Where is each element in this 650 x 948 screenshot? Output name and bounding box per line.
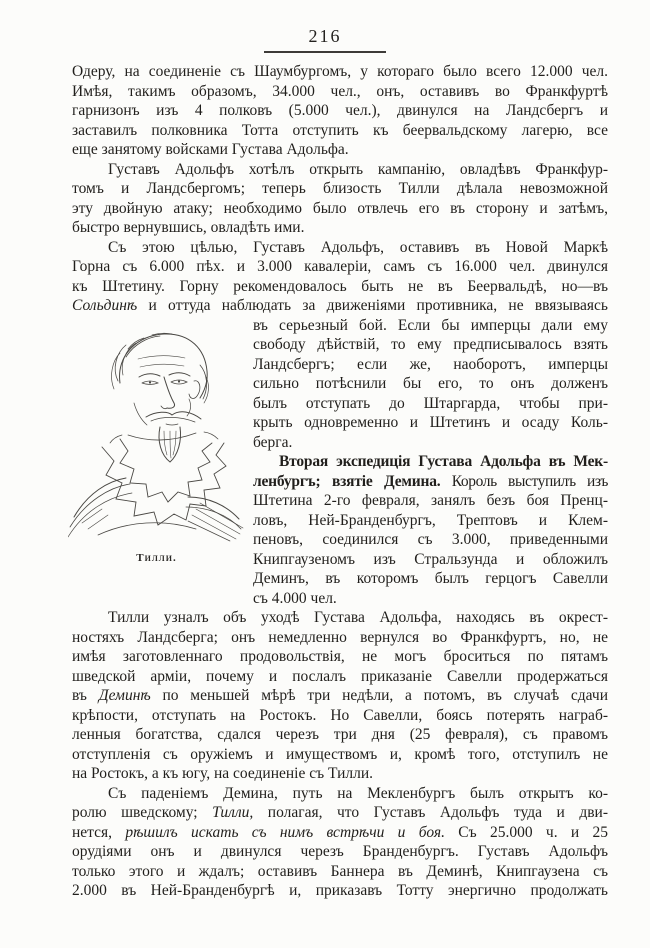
text-line [72, 277, 608, 297]
text-segment: только этого и ждалъ; оставивъ Баннера въ Деминѣ, Книпгаузена съ [72, 862, 608, 880]
text-line [253, 394, 608, 414]
text-line [72, 725, 608, 745]
text-line [253, 491, 608, 511]
text-line [72, 218, 608, 238]
text-line [72, 608, 608, 628]
text-segment: Съ паденіемъ Демина, путь на Мекленбургъ былъ открытъ ко- [108, 784, 608, 802]
text-line [72, 121, 608, 141]
text-line [72, 628, 608, 648]
text-line [72, 686, 608, 706]
text-segment: гарнизонъ изъ 4 полковъ (5.000 чел.), двинулся на Ландсбергъ и [72, 102, 608, 119]
text-line [72, 296, 608, 316]
text-line [72, 764, 608, 784]
text-segment: Тилли узналъ объ уходѣ Густава Адольфа, находясь въ окрест- [108, 609, 608, 626]
text-line [253, 511, 608, 531]
text-line [72, 667, 608, 687]
text-segment: сильно потѣснили бы его, то онъ долженъ [253, 375, 608, 392]
text-segment: Деминъ, въ которомъ былъ герцогъ Савелли [253, 570, 608, 587]
text-segment: крѣпости, отступать на Ростокъ. Но Савелли, боясь потерять награб- [72, 706, 608, 724]
text-line [253, 569, 608, 589]
text-line [72, 706, 608, 726]
text-segment: шведской арміи, почему и послалъ приказаніе Савелли продержаться [72, 667, 608, 685]
text-line [72, 881, 608, 901]
text-line [72, 140, 608, 160]
tilly-portrait-engraving [68, 319, 245, 545]
text-segment: Сольдинѣ [72, 297, 138, 314]
text-line [72, 238, 608, 258]
text-segment: быстро вернувшись, овладѣть ими. [72, 219, 305, 236]
text-segment: Съ этою цѣлью, Густавъ Адольфъ, оставивъ въ Новой Маркѣ [108, 238, 608, 256]
text-segment: крыть одновременно и Штетинъ и осаду Коль- [253, 414, 608, 431]
text-line [72, 823, 608, 843]
text-segment: берга. [253, 433, 293, 451]
text-line [253, 316, 608, 336]
text-segment: Ландсбергъ; если же, наоборотъ, имперцы [253, 355, 608, 373]
text-segment: Книпгаузеномъ изъ Стральзунда и обложилъ [253, 550, 608, 568]
text-line [72, 842, 608, 862]
page-number: 216 [308, 26, 342, 46]
text-segment: Горна съ 6.000 пѣх. и 3.000 кавалеріи, самъ съ 16.000 чел. двинулся [72, 258, 608, 275]
text-segment: Имѣя, такимъ образомъ, 34.000 чел., онъ, оставивъ во Франкфуртѣ [72, 82, 608, 100]
text-line [253, 472, 608, 492]
text-segment: пеновъ, соединился съ 3.000, приведенными [253, 531, 608, 548]
text-segment: свободу дѣйствій, то ему предписывалось взять [253, 336, 608, 353]
text-segment: съ 4.000 чел. [253, 589, 337, 607]
text-segment: ловъ, Ней-Бранденбургъ, Трептовъ и Клем- [253, 511, 608, 529]
text-segment: томъ и Ландсбергомъ; теперь близость Тилли дѣлала невозможной [72, 180, 608, 197]
text-segment: и оттуда наблюдать за движеніями противника, не ввязываясь [137, 297, 608, 314]
text-segment: ностяхъ Ландсберга; онъ немедленно вернулся во Франкфуртъ, но, не [72, 628, 608, 646]
text-segment: Король выступилъ изъ [440, 472, 608, 490]
text-segment: на Ростокъ, а къ югу, на соединеніе съ Тилли. [72, 765, 374, 782]
text-line [72, 62, 608, 82]
text-line [72, 784, 608, 804]
text-line [72, 862, 608, 882]
page-header [0, 26, 650, 53]
text-segment: нется, [72, 823, 126, 841]
text-line [72, 199, 608, 219]
text-segment: еще занятому войсками Густава Адольфа. [72, 141, 349, 158]
text-line [253, 589, 608, 609]
text-line [253, 452, 608, 472]
text-segment: по меньшей мѣрѣ три недѣли, а потомъ, въ случаѣ сдачи [150, 687, 608, 704]
text-line [72, 257, 608, 277]
header-rule [264, 51, 386, 53]
text-segment: отступленія съ оружіемъ и имуществомъ и, кромѣ того, отступилъ не [72, 745, 608, 763]
text-line [253, 413, 608, 433]
text-line [72, 179, 608, 199]
text-line [253, 335, 608, 355]
text-segment: эту двойную атаку; необходимо было отвлечь его въ сторону и затѣмъ, [72, 199, 608, 217]
text-line [72, 101, 608, 121]
text-segment: въ [72, 687, 99, 704]
text-line [72, 745, 608, 765]
text-segment: Деминѣ [98, 687, 151, 704]
text-line [72, 160, 608, 180]
text-line [253, 433, 608, 453]
text-line [253, 355, 608, 375]
text-segment: имѣя заготовленнаго продовольствія, не могъ броситься по пятамъ [72, 648, 608, 665]
text-segment: орудіями онъ и двинулся черезъ Бранденбургъ. Густавъ Адольфъ [72, 843, 608, 860]
figure [68, 319, 245, 608]
text-segment: заставилъ полковника Тотта отступить къ беервальдскому лагерю, все [72, 121, 608, 139]
text-segment: Вторая экспедиція Густава Адольфа въ Мек- [279, 453, 608, 470]
text-line [72, 647, 608, 667]
text-line [253, 530, 608, 550]
text-segment: Одеру, на соединеніе съ Шаумбургомъ, у котораго было всего 12.000 чел. [72, 63, 608, 80]
text-line [72, 82, 608, 102]
text-line [72, 803, 608, 823]
text-segment: рѣшилъ искать съ нимъ встрѣчи и боя. [125, 823, 445, 841]
text-segment: ролю шведскому; [72, 804, 213, 821]
text-segment: Съ 25.000 ч. и 25 [444, 823, 608, 841]
text-segment: въ серьезный бой. Если бы имперцы дали ему [253, 316, 608, 334]
text-segment: Густавъ Адольфъ хотѣлъ открыть кампанію, овладѣвъ Франкфур- [108, 160, 608, 178]
text-line [253, 550, 608, 570]
text-column [72, 62, 608, 901]
text-segment: къ Штетину. Горну рекомендовалось быть не въ Беервальдѣ, но—въ [72, 277, 608, 295]
text-segment: былъ отступать до Штаргарда, чтобы при- [253, 394, 608, 412]
text-segment: полагая, что Густавъ Адольфъ туда и дви- [253, 804, 608, 821]
text-segment: 2.000 въ Ней-Бранденбургѣ и, приказавъ Тотту энергично продолжать [72, 882, 608, 899]
text-line [253, 374, 608, 394]
text-segment: ленныя богатства, сдался черезъ три дня (25 февраля), съ правомъ [72, 726, 608, 743]
text-segment: Тилли, [212, 804, 254, 821]
text-segment: ленбургъ; взятіе Демина. [253, 472, 441, 490]
figure-caption: Тилли. [136, 551, 177, 564]
text-segment: Штетина 2-го февраля, занялъ безъ боя Пренц- [253, 492, 608, 509]
